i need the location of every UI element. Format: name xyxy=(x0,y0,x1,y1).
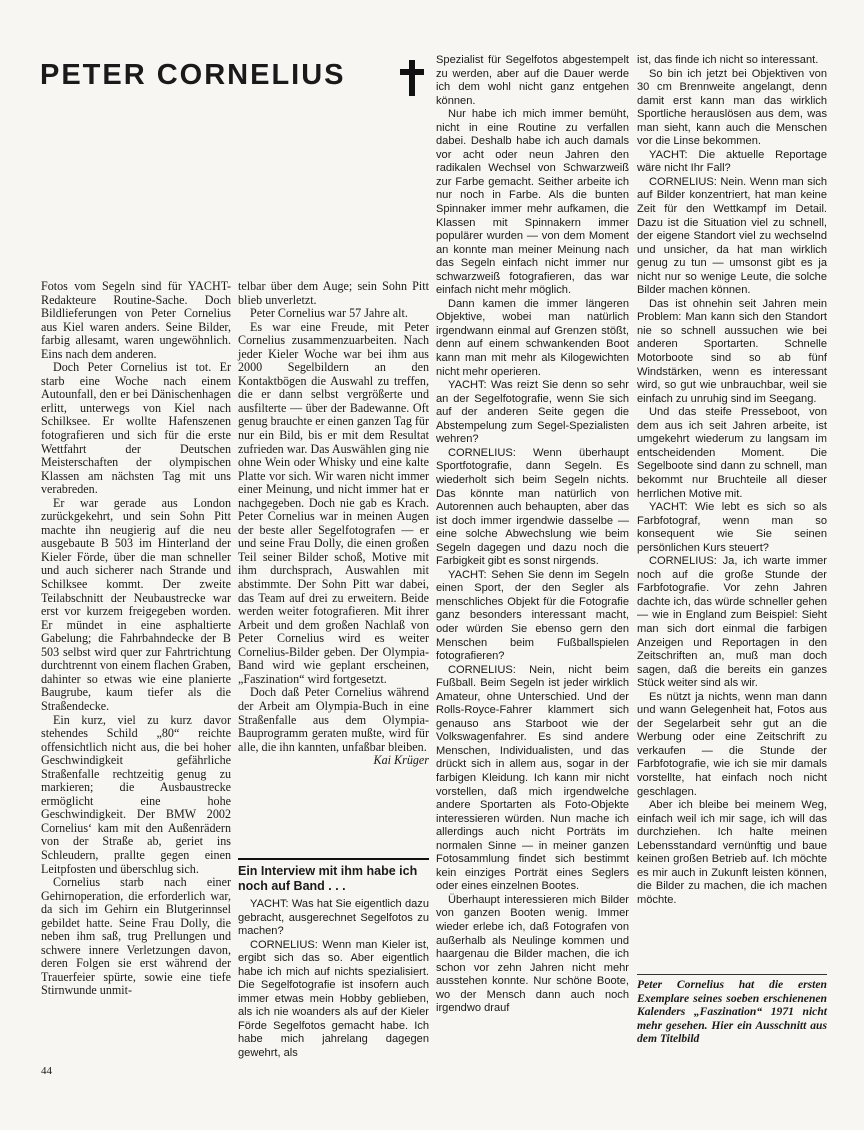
interview-paragraph: CORNELIUS: Wenn man Kieler ist, ergibt sich das so. Aber eigentlich habe ich mich auf nichts spezialisiert. Die Segelfotografie ist insofern auch immer etwas mein Hobby geblieben, als ich nie woanders als auf der Kieler Förde Segelfotos gemacht habe. Ich habe mich jahrelang dagegen gewehrt, als xyxy=(238,938,429,1060)
paragraph: Fotos vom Segeln sind für YACHT-Redakteure Routine-Sache. Doch Bildlieferungen von Peter Cornelius aus Kiel waren anders. Seine Bilder, farbig allesamt, waren ungewöhnlich. Eins nach dem anderen. xyxy=(41,279,231,361)
interview-paragraph: Das ist ohnehin seit Jahren mein Problem: Man kann sich den Standort nie so schnell aussuchen wie bei anderen Sportarten. Schnelle Motorboote sind so ab fünf Windstärken, wenn es interessant wird, so gut wie unbrauchbar, weil sie einfach zu unruhig sind im Seegang. xyxy=(637,297,827,405)
interview-paragraph: Nur habe ich mich immer bemüht, nicht in eine Routine zu verfallen dabei. Deshalb habe ich auch damals vor acht oder neun Jahren den radikalen Wechsel von Schwarzweiß zur Farbe gemacht. Seither arbeite ich nur noch in Farbe. Als die bunten Spinnaker immer mehr aufkamen, die Klassen mit Spinnakern immer populärer wurden — von dem Moment an konnte man meiner Meinung nach das Segeln einfach nicht immer nur schwarzweiß fotografieren, das war einfach nicht mehr möglich. xyxy=(436,108,629,297)
caption-divider xyxy=(637,974,827,975)
interview-paragraph: So bin ich jetzt bei Objektiven von 30 cm Brennweite angelangt, denn damit erst kann man das wirklich Sportliche herauslösen aus dem, was man sieht, kann auch die Menschen vor die Linse bekommen. xyxy=(637,67,827,148)
interview-heading-box xyxy=(238,858,429,896)
interview-paragraph: Spezialist für Segelfotos abgestempelt zu werden, aber auf die Dauer werde ich dem wohl nicht ganz entgehen können. xyxy=(436,54,629,107)
obituary-column-1 xyxy=(41,279,231,998)
image-caption: Peter Cornelius hat die ersten Exemplare seines soeben erschienenen Kalenders „Faszination“ 1971 nicht mehr gesehen. Hier ein Ausschnitt aus dem Titelbild xyxy=(637,978,827,1046)
interview-heading: Ein Interview mit ihm habe ich noch auf Band . . . xyxy=(238,864,418,893)
interview-paragraph: CORNELIUS: Ja, ich warte immer noch auf die große Stunde der Farbfotografie. Vor zehn Jahren dachte ich, das würde schneller gehen — wie in England zum Beispiel: Sieht man sich dort einmal die farbigen Anzeigen und Reportagen in den Zeitschriften an, muß man doch sagen, daß die bereits ein ganzes Stück weiter sind als wir. xyxy=(637,555,827,690)
interview-paragraph: YACHT: Was hat Sie eigentlich dazu gebracht, ausgerechnet Segelfotos zu machen? xyxy=(238,898,429,938)
obituary-column-2 xyxy=(238,280,429,848)
interview-paragraph: CORNELIUS: Nein, nicht beim Fußball. Beim Segeln ist jeder wirklich Amateur, ohne Unterschied. Und der Rolls-Royce-Fahrer klammert sich genauso ans Starboot wie der Volkswagenfahrer. Es sind andere Menschen, Individualisten, und das drückt sich in allem aus, sogar in der farbigen Kleidung. Ich kann mir nicht vorstellen, daß mich irgendwelche andere Sportarten als Foto-Objekte interessieren würden. Nun mache ich allerdings auch nicht Porträts im normalen Sinne — in meiner ganzen Fotosammlung findet sich bestimmt kein einziges Porträt eines Seglers oder eines einzelnen Bootes. xyxy=(436,663,629,893)
interview-column-3 xyxy=(637,54,827,974)
interview-paragraph: CORNELIUS: Wenn überhaupt Sportfotografie, dann Segeln. Es wiederholt sich beim Segeln nichts. Das könnte man natürlich von Autorennen auch behaupten, aber das ist doch immer irgendwie dasselbe — eine solche Abwechslung wie beim Segeln dagegen und dazu noch die Farbigkeit gibt es sonst nirgends. xyxy=(436,446,629,568)
interview-paragraph: Und das steife Presseboot, von dem aus ich seit Jahren arbeite, ist umgekehrt wiederum zu langsam im entscheidenden Moment. Die Segelboote sind dann zu schnell, man bekommt nur Bruchteile all dieser herrlichen Motive mit. xyxy=(637,406,827,500)
author-signature: Kai Krüger xyxy=(373,753,429,768)
interview-column-1 xyxy=(238,898,429,1078)
interview-paragraph: Dann kamen die immer längeren Objektive, wobei man natürlich irgendwann einmal auf Grenzen stößt, denn auf einem schwankenden Boot kann man mit mehr als Kilogewichten nicht mehr operieren. xyxy=(436,297,629,378)
paragraph: Es war eine Freude, mit Peter Cornelius zusammenzuarbeiten. Nach jeder Kieler Woche war bei ihm aus 2000 Segelbildern an den Kontaktbögen die Auswahl zu treffen, die er dann selbst vergrößerte und ausfilterte — über der Badewanne. Oft genug brauchte er einen ganzen Tag für nur ein Bild, bis er mit dem Resultat zufrieden war. Das Auswählen ging nie ohne Wein oder Whisky und eine kalte Platte vor sich. Wir waren nicht immer einer Meinung, und nicht immer hat er nachgegeben. Doch nie gab es Krach. Peter Cornelius war in meinen Augen der beste aller Segelfotografen — er und seine Frau Dolly, die einen großen Teil seiner Bilder schoß, Motive mit ihm durchsprach, Auswahlen mit abstimmte. Der Sohn Pitt war dabei, das Team auf drei zu erweitern. Beide werden weiter fotografieren. Mit ihrer Arbeit und dem großen Nachlaß von Peter Cornelius wird es weiter Cornelius-Bilder geben. Der Olympia-Band wird wie geplant erscheinen, „Faszination“ wird fortgesetzt. xyxy=(238,319,429,686)
paragraph: Ein kurz, viel zu kurz davor stehendes Schild „80“ reichte offensichtlich nicht aus, die bei hoher Geschwindigkeit gefährliche Straßenfalle rechtzeitig genug zu markieren; die Ausbaustrecke ermöglicht eine hohe Geschwindigkeit. Der BMW 2002 Cornelius‘ kam mit den Außenrädern von der Straße ab, geriet ins Schleudern, prallte gegen einen Leitpfosten und überschlug sich. xyxy=(41,712,231,876)
interview-paragraph: YACHT: Wie lebt es sich so als Farbfotograf, wenn man so konsequent wie Sie seinen persönlichen Kurs steuert? xyxy=(637,501,827,554)
paragraph: Er war gerade aus London zurückgekehrt, und sein Sohn Pitt machte ihn neugierig auf die neu ausgebaute B 503 im Hinterland der Kieler Förde, über die man schneller und auch sicherer nach Strande und Schilksee kommt. Der zweite Teilabschnitt der Neubaustrecke war erst vor kurzem freigegeben worden. Er mündet in eine asphaltierte Gabelung; die Fahrbahndecke der B 503 selbst wird quer zur Fahrtrichtung durchtrennt von einem flachen Graben, dahinter so etwas wie eine planierte Baugrube, kaum tiefer als die Straßendecke. xyxy=(41,495,231,713)
interview-paragraph: YACHT: Was reizt Sie denn so sehr an der Segelfotografie, wenn Sie sich auf der anderen Seite gegen die Abstempelung zum Segel-Spezialisten wehren? xyxy=(436,379,629,446)
interview-paragraph: YACHT: Sehen Sie denn im Segeln einen Sport, der den Segler als menschliches Objekt für die Fotografie ganz besonders interessant macht, oder würden Sie ebenso gern den Menschen beim Fußballspielen fotografieren? xyxy=(436,568,629,663)
article-title: PETER CORNELIUS xyxy=(40,59,346,91)
page-number: 44 xyxy=(41,1065,52,1077)
paragraph: Cornelius starb nach einer Gehirnoperation, die erforderlich war, da sich im Gehirn ein Blutgerinnsel gebildet hatte. Seine Frau Dolly, die neben ihm saß, trug Prellungen und schwere innere Verletzungen davon, deren Folgen sie erst während der Trauerfeier spürte, sowie eine tiefe Stirnwunde unmit- xyxy=(41,875,231,998)
interview-paragraph: Überhaupt interessieren mich Bilder von ganzen Booten wenig. Immer wieder erlebe ich, daß Fotografen von außerhalb als Neulinge kommen und haargenau die Bilder machen, die ich schon vor zehn Jahren nicht mehr ausstehen konnte. Nur schöne Boote, wo der Mensch dann auch noch irgendwo drauf xyxy=(436,893,629,1015)
interview-paragraph: Aber ich bleibe bei meinem Weg, einfach weil ich mir sage, ich will das durchziehen. Ich halte meinen Lebensstandard vernünftig und baue keinen großen Betrieb auf. Ich möchte es mir auch in Zukunft leisten können, die Bilder zu machen, die ich machen möchte. xyxy=(637,799,827,906)
interview-column-2 xyxy=(436,54,629,1064)
interview-paragraph: ist, das finde ich nicht so interessant. xyxy=(637,54,819,66)
interview-paragraph: Es nützt ja nichts, wenn man dann und wann Gelegenheit hat, Fotos aus der Segelarbeit sehr gut an die Werbung oder eine Zeitschrift zu verkaufen — die Stunde der Farbfotografie, wie ich sie mir damals vorstellte, hat einfach noch nicht geschlagen. xyxy=(637,690,827,798)
paragraph: Doch daß Peter Cornelius während der Arbeit am Olympia-Buch in eine Straßenfalle aus dem Olympia-Bauprogramm geraten mußte, wird für alle, die ihn kannten, unfaßbar bleiben. xyxy=(238,685,429,754)
paragraph: telbar über dem Auge; sein Sohn Pitt blieb unverletzt. xyxy=(238,279,429,307)
paragraph: Peter Cornelius war 57 Jahre alt. xyxy=(250,306,408,321)
cross-icon xyxy=(400,60,424,96)
interview-paragraph: CORNELIUS: Nein. Wenn man sich auf Bilder konzentriert, hat man keine Zeit für den Wettkampf im Detail. Dazu ist die Situation viel zu schnell, der eigene Standort viel zu wechselnd und unsicher, da hat man wirklich genug zu tun — umsonst gibt es ja nicht nur so wenige Leute, die solche Bilder machen können. xyxy=(637,175,827,297)
interview-paragraph: YACHT: Die aktuelle Reportage wäre nicht Ihr Fall? xyxy=(637,148,827,175)
paragraph: Doch Peter Cornelius ist tot. Er starb eine Woche nach einem Autounfall, den er bei Dänischenhagen erlitt, unterwegs von Kiel nach Schilksee. Er wollte Hafenszenen fotografieren und sich für die erste Wettfahrt der Deutschen Meisterschaften der olympischen Klassen am nächsten Tag mit uns verabreden. xyxy=(41,360,231,497)
